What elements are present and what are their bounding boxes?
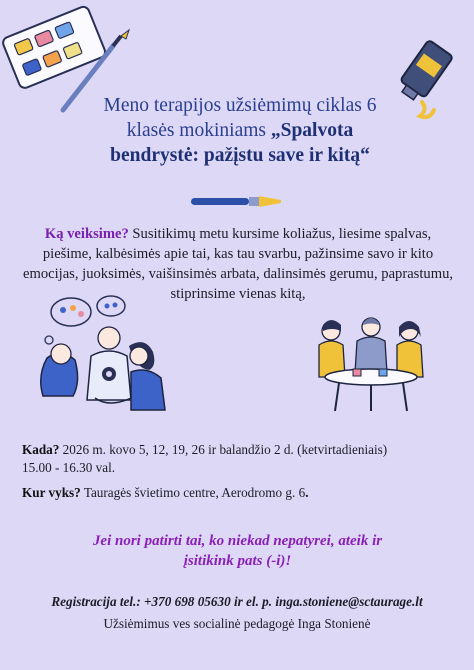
slogan-line-1: Jei nori patirti tai, ko niekad nepatyrei, ateik ir xyxy=(92,533,383,549)
where-end: . xyxy=(305,485,309,500)
invitation-slogan xyxy=(40,531,435,571)
registration-contact: Registracija tel.: +370 698 05630 ir el. p. inga.stoniene@sctaurage.lt xyxy=(51,594,423,609)
where-address: Tauragės švietimo centre, Aerodromo g. 6 xyxy=(80,485,306,500)
activities-text: Susitikimų metu kursime koliažus, liesime spalvas, piešime, kalbėsimės apie tai, kas tau svarbu, pažinsime savo ir kito emocijas, juoksimės, vaišinsimės arbata, dalinsimės gerumu, paprastumu, stiprinsime vienas kitą, xyxy=(22,226,454,302)
title-line-1: Meno terapijos užsiėmimų ciklas 6 xyxy=(103,95,377,116)
divider-brush-icon xyxy=(191,193,283,209)
thinking-people-illustration xyxy=(35,290,185,425)
page-title xyxy=(60,93,420,168)
where-label: Kur vyks? xyxy=(22,485,81,500)
slogan-line-2: įsitikink pats (-i)! xyxy=(183,553,292,569)
title-program-name-end: bendrystė: pažįstu save ir kitą“ xyxy=(110,145,370,166)
teacher-note: Užsiėmimus ves socialinė pedagogė Inga Stonienė xyxy=(103,616,371,631)
when-label: Kada? xyxy=(22,442,60,457)
when-dates: 2026 m. kovo 5, 12, 19, 26 ir balandžio 2 d. (ketvirtadieniais) xyxy=(59,442,388,457)
when-time: 15.00 - 16.30 val. xyxy=(22,460,116,475)
location-block xyxy=(22,484,309,502)
schedule-block xyxy=(22,441,387,477)
tea-table-illustration xyxy=(315,315,425,415)
title-program-name-start: „Spalvota xyxy=(270,120,354,141)
title-line-2: klasės mokiniams xyxy=(126,120,271,141)
activities-lead: Ką veiksime? xyxy=(44,226,129,242)
